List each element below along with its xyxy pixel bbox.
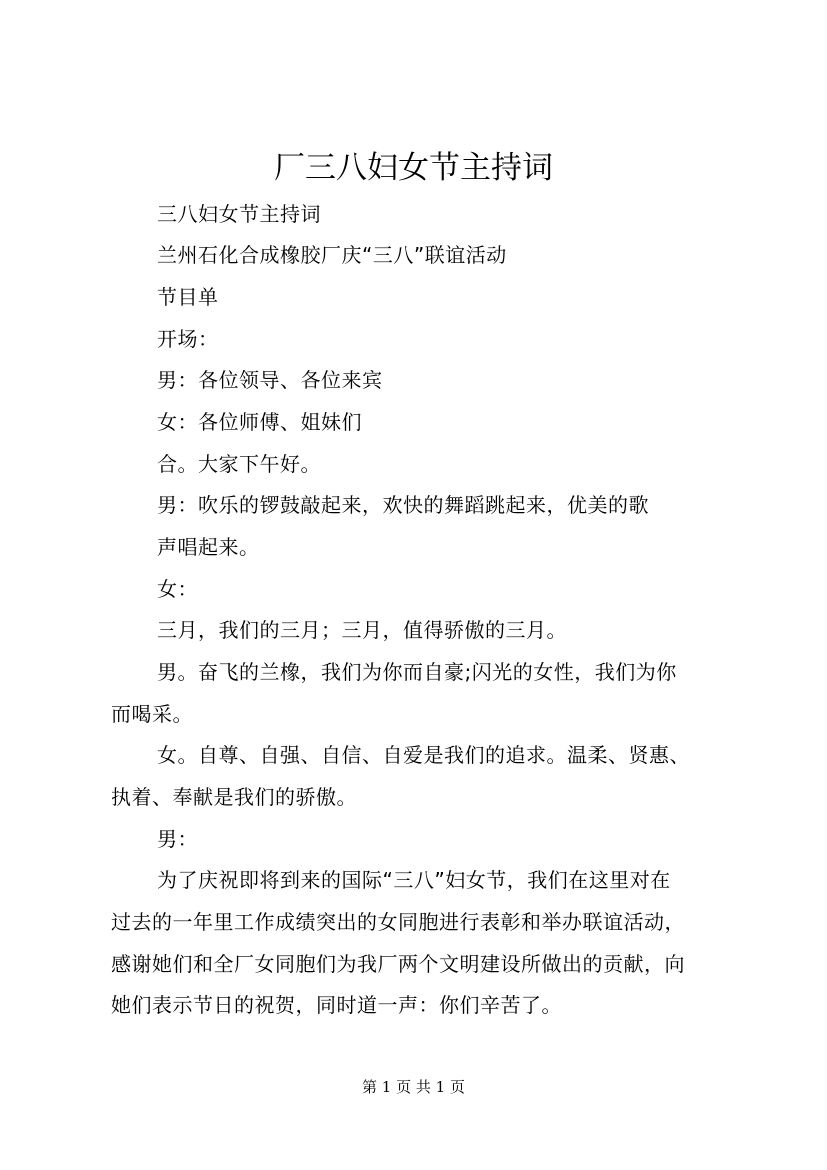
body-line: 为了庆祝即将到来的国际“三八”妇女节，我们在这里对在 xyxy=(157,868,671,892)
body-line: 兰州石化合成橡胶厂庆“三八”联谊活动 xyxy=(157,243,507,267)
body-line: 女： xyxy=(157,577,198,601)
body-line: 合。大家下午好。 xyxy=(157,452,321,476)
body-line: 感谢她们和全厂女同胞们为我厂两个文明建设所做出的贡献，向 xyxy=(111,952,685,976)
body-line: 三月，我们的三月；三月，值得骄傲的三月。 xyxy=(157,618,567,642)
body-line: 男： xyxy=(157,827,198,851)
body-line: 三八妇女节主持词 xyxy=(157,202,321,226)
body-line: 开场： xyxy=(157,327,219,351)
body-line: 男：各位领导、各位来宾 xyxy=(157,368,383,392)
body-line: 执着、奉献是我们的骄傲。 xyxy=(111,785,357,809)
body-line: 过去的一年里工作成绩突出的女同胞进行表彰和举办联谊活动， xyxy=(111,910,685,934)
body-line: 她们表示节日的祝贺，同时道一声：你们辛苦了。 xyxy=(111,993,562,1017)
body-line: 女：各位师傅、姐妹们 xyxy=(157,410,362,434)
body-line: 节目单 xyxy=(157,285,219,309)
body-line: 男：吹乐的锣鼓敲起来，欢快的舞蹈跳起来，优美的歌 xyxy=(157,493,649,517)
page-number-footer: 第 1 页 共 1 页 xyxy=(362,1078,465,1096)
body-line: 声唱起来。 xyxy=(157,535,260,559)
body-line: 男。奋飞的兰橡，我们为你而自豪;闪光的女性，我们为你 xyxy=(157,660,677,684)
document-title: 厂三八妇女节主持词 xyxy=(274,150,553,186)
body-line: 女。自尊、自强、自信、自爱是我们的追求。温柔、贤惠、 xyxy=(157,743,690,767)
body-line: 而喝采。 xyxy=(111,702,193,726)
